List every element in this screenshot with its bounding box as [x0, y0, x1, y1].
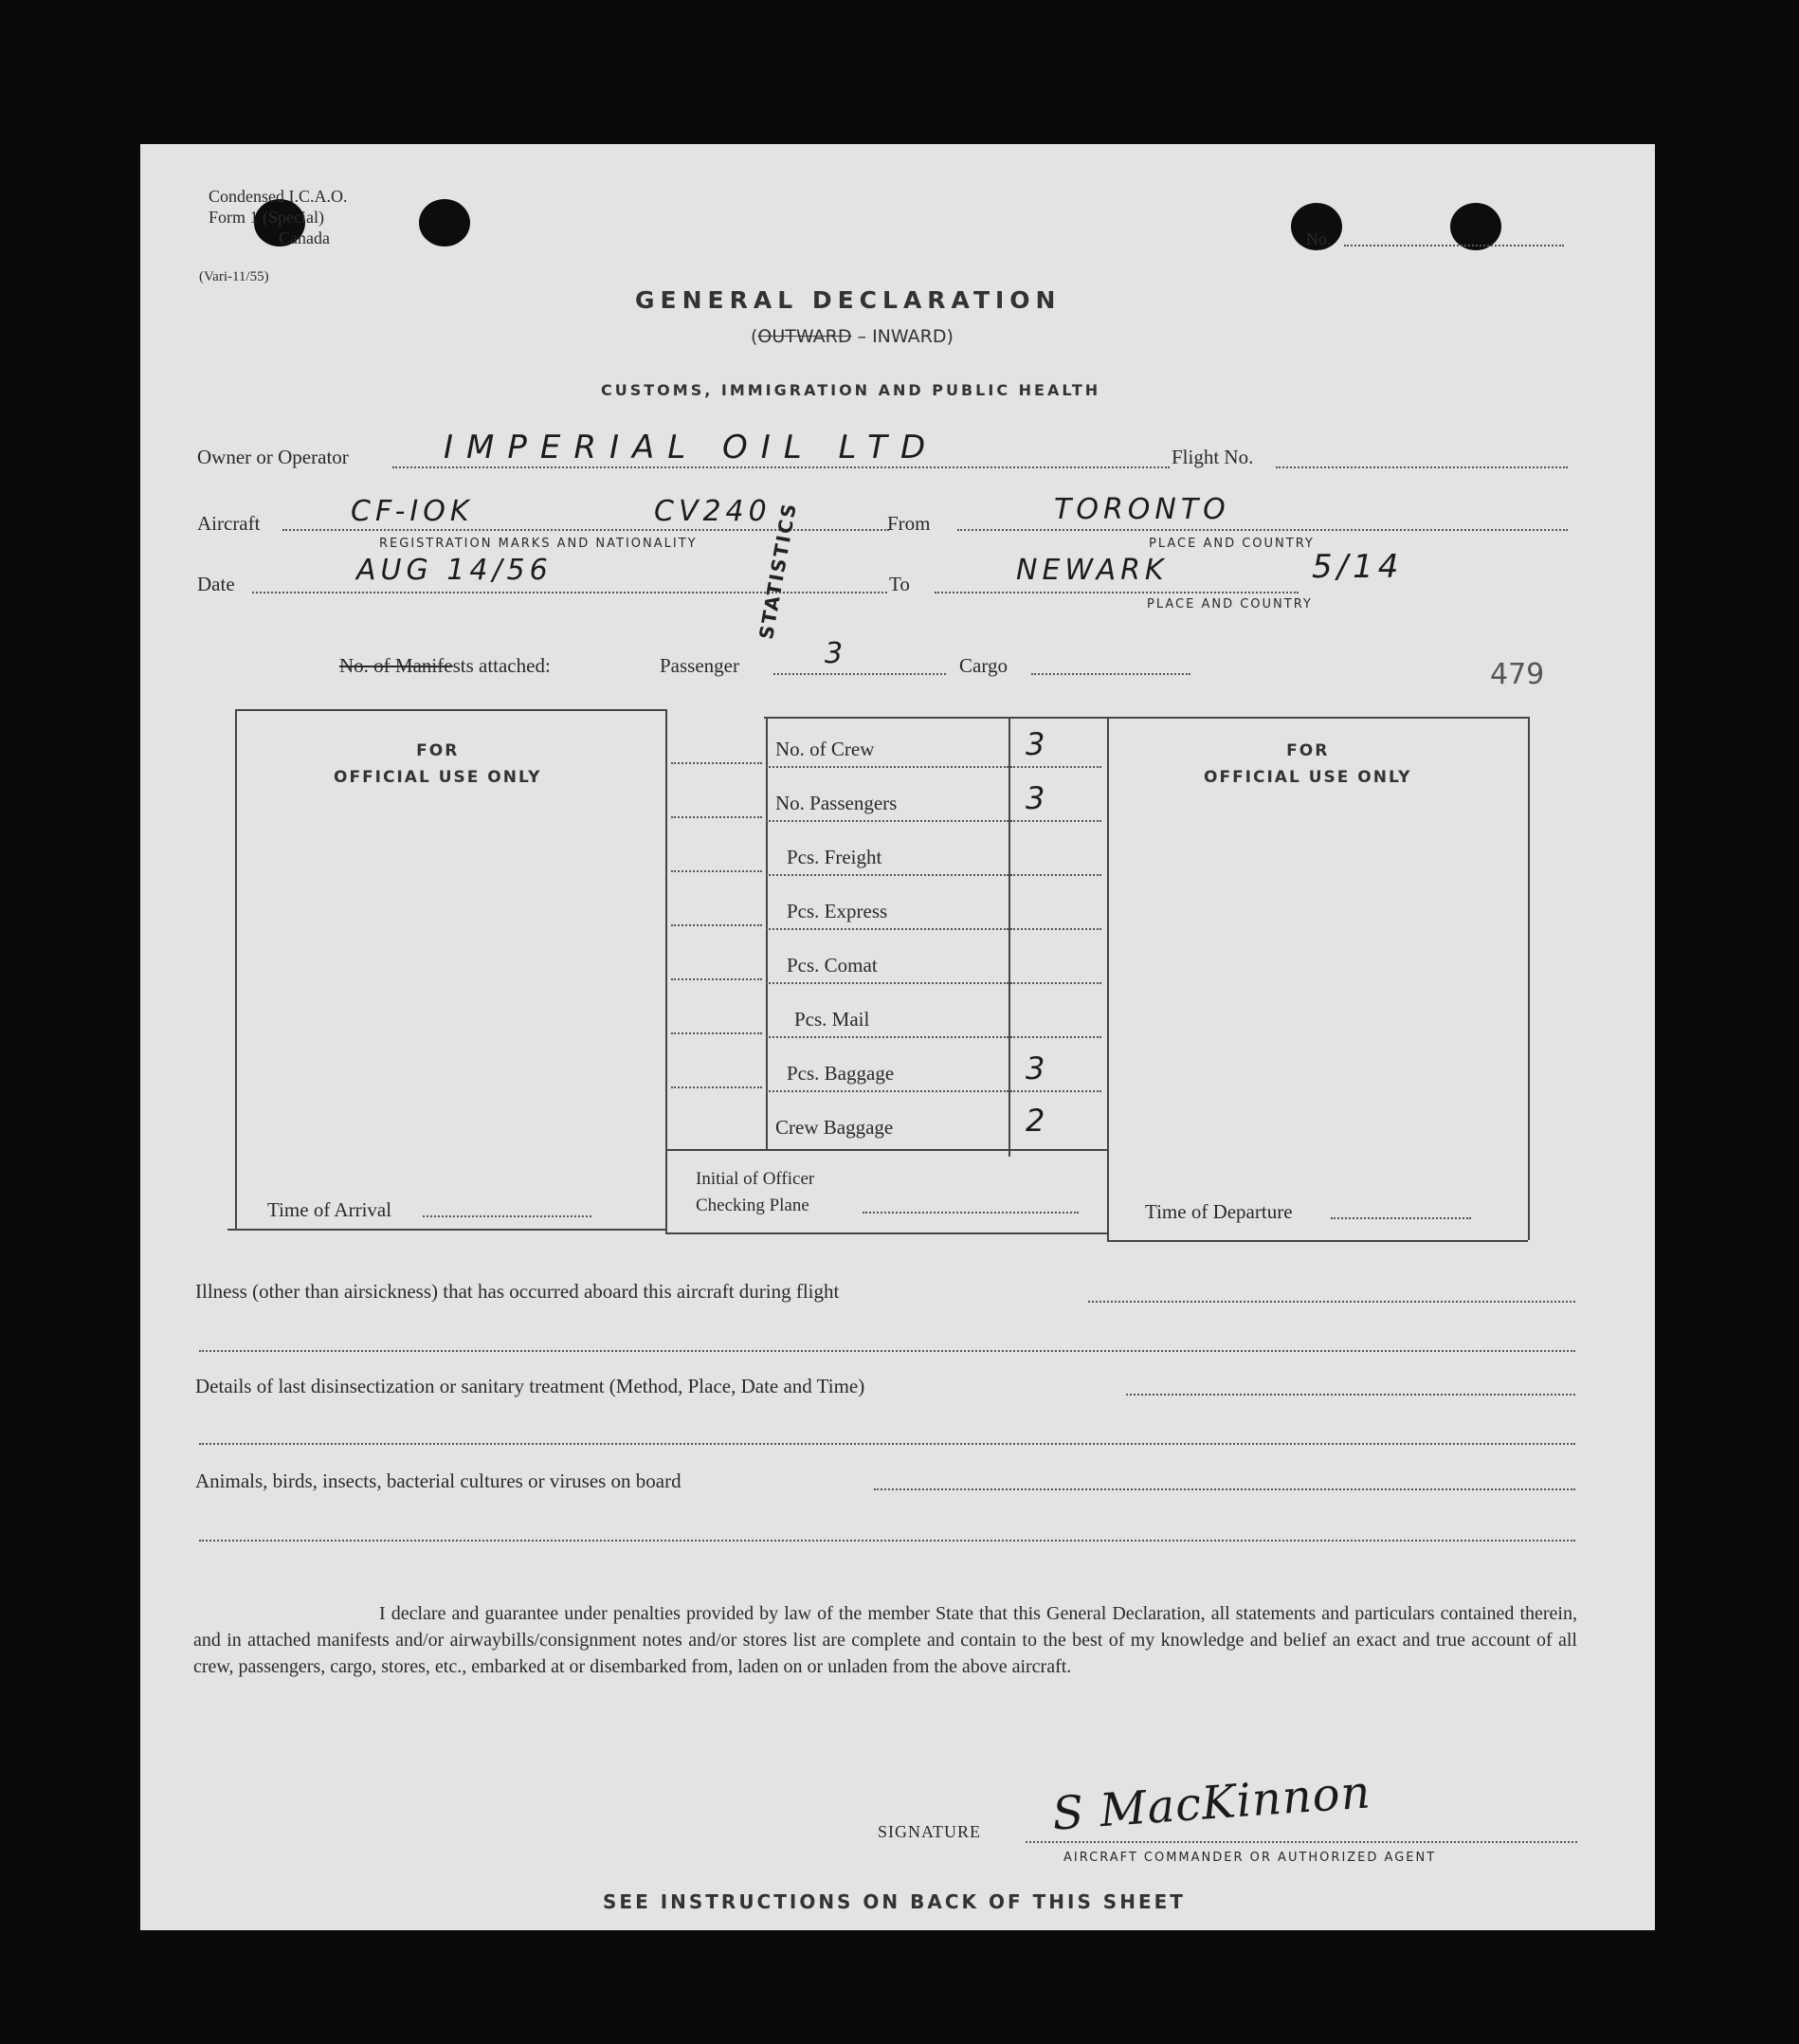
row-value[interactable]: 3 — [1026, 726, 1050, 762]
signature-label: SIGNATURE — [878, 1822, 982, 1841]
animals-label: Animals, birds, insects, bacterial cultures or viruses on board — [195, 1469, 681, 1492]
row-label: Pcs. Express — [787, 900, 888, 922]
date-value[interactable]: AUG 14/56 — [356, 554, 553, 587]
form-sheet — [140, 144, 1655, 1930]
disinsect-line-1[interactable] — [1126, 1394, 1575, 1396]
table-row — [665, 825, 1107, 879]
form-revision: (Vari-11/55) — [199, 269, 269, 284]
row-label: Pcs. Comat — [787, 954, 878, 976]
row-value[interactable]: 3 — [1026, 1050, 1050, 1086]
direction-sep: – — [851, 326, 873, 347]
initial-officer-label — [696, 1166, 814, 1219]
to-caption: PLACE AND COUNTRY — [1147, 597, 1313, 611]
statistics-rows — [665, 717, 1107, 1149]
flight-label: Flight No. — [1172, 446, 1254, 468]
row-label: Pcs. Mail — [794, 1008, 870, 1031]
official-use-right: FOR OFFICIAL USE ONLY — [1204, 741, 1412, 787]
from-line — [957, 529, 1568, 531]
form-direction — [751, 326, 954, 347]
aircraft-caption: REGISTRATION MARKS AND NATIONALITY — [379, 537, 698, 551]
date-label: Date — [197, 573, 235, 595]
owner-line — [392, 466, 1170, 468]
statistics-stamp: STATISTICS — [754, 500, 802, 642]
illness-label: Illness (other than airsickness) that has occurred aboard this aircraft during flight — [195, 1280, 840, 1303]
animals-line-2[interactable] — [199, 1540, 1575, 1542]
arrival-label: Time of Arrival — [267, 1198, 392, 1221]
form-id-line2: Form 1 (Special) — [209, 208, 324, 227]
to-label: To — [889, 573, 910, 595]
departure-label: Time of Departure — [1145, 1200, 1293, 1223]
direction-inward: INWARD) — [872, 326, 954, 347]
to-line — [935, 592, 1299, 593]
disinsect-line-2[interactable] — [199, 1443, 1575, 1445]
from-label: From — [887, 512, 931, 535]
margin-note: 5/14 — [1312, 548, 1404, 586]
form-id-line1: Condensed I.C.A.O. — [209, 187, 348, 206]
form-identifier — [209, 186, 348, 248]
form-title: GENERAL DECLARATION — [635, 286, 1062, 314]
initial-label-line2: Checking Plane — [696, 1195, 809, 1215]
illness-line-2[interactable] — [199, 1350, 1575, 1352]
row-label: Crew Baggage — [775, 1116, 894, 1139]
table-row — [665, 987, 1107, 1041]
table-row — [665, 771, 1107, 825]
form-subtitle: CUSTOMS, IMMIGRATION AND PUBLIC HEALTH — [601, 381, 1101, 399]
row-label: No. Passengers — [775, 792, 898, 814]
punch-hole — [1450, 203, 1501, 250]
direction-open: ( — [751, 326, 758, 347]
statistics-table — [227, 709, 1528, 1240]
manifests-label — [339, 654, 551, 678]
departure-line[interactable] — [1331, 1217, 1471, 1219]
row-value[interactable]: 2 — [1026, 1103, 1050, 1139]
row-label: No. of Crew — [775, 738, 875, 760]
row-value[interactable]: 3 — [1026, 780, 1050, 816]
to-value[interactable]: NEWARK — [1016, 554, 1169, 587]
table-row — [665, 1095, 1107, 1149]
document-number-line — [1344, 245, 1564, 246]
aircraft-line — [282, 529, 889, 531]
initial-label-line1: Initial of Officer — [696, 1169, 815, 1189]
row-label: Pcs. Baggage — [787, 1062, 895, 1085]
passenger-line — [773, 673, 946, 675]
passenger-value[interactable]: 3 — [825, 637, 848, 670]
punch-hole — [419, 199, 470, 246]
owner-label: Owner or Operator — [197, 446, 349, 468]
passenger-label: Passenger — [660, 654, 739, 677]
from-caption: PLACE AND COUNTRY — [1149, 537, 1315, 551]
date-line — [252, 592, 887, 593]
direction-outward-struck: OUTWARD — [757, 326, 852, 347]
official-use-left: FOR OFFICIAL USE ONLY — [334, 741, 542, 787]
owner-value[interactable]: IMPERIAL OIL LTD — [444, 429, 939, 466]
arrival-line[interactable] — [423, 1215, 591, 1217]
row-label: Pcs. Freight — [787, 846, 882, 868]
signature-value[interactable]: S MacKinnon — [1050, 1765, 1373, 1841]
table-row — [665, 1041, 1107, 1095]
table-row — [665, 933, 1107, 987]
manifests-struck: No. of Manife — [339, 654, 453, 677]
disinsect-label: Details of last disinsectization or sanitary treatment (Method, Place, Date and Time) — [195, 1375, 865, 1397]
document-number-label: No. — [1306, 229, 1332, 248]
animals-line-1[interactable] — [874, 1488, 1575, 1490]
table-row — [665, 879, 1107, 933]
declaration-text: I declare and guarantee under penalties provided by law of the member State that this General Declaration, all statements and particulars contained therein, and in attached manifests and/or airwaybills/consignment notes and/or stores list are complete and contain to the best of my knowledge and belief an exact and true account of all crew, passengers, cargo, stores, etc., embarked at or disembarked from, laden on or unladen from the above aircraft. — [193, 1603, 1577, 1677]
cargo-line[interactable] — [1031, 673, 1190, 675]
form-id-line3: Canada — [279, 228, 330, 247]
aircraft-registration[interactable]: CF-IOK — [351, 495, 474, 528]
cargo-label: Cargo — [959, 654, 1008, 677]
table-row — [665, 717, 1107, 771]
manifests-attached: sts attached: — [452, 654, 551, 677]
footer-instructions: SEE INSTRUCTIONS ON BACK OF THIS SHEET — [603, 1890, 1186, 1913]
illness-line-1[interactable] — [1088, 1301, 1575, 1303]
aircraft-type[interactable]: CV240 — [654, 495, 772, 528]
aircraft-label: Aircraft — [197, 512, 261, 535]
signature-caption: AIRCRAFT COMMANDER OR AUTHORIZED AGENT — [1063, 1851, 1437, 1865]
flight-line[interactable] — [1276, 466, 1568, 468]
serial-number: 479 — [1490, 658, 1545, 691]
signature-line — [1026, 1841, 1577, 1843]
initial-officer-line[interactable] — [863, 1212, 1079, 1214]
from-value[interactable]: TORONTO — [1054, 493, 1230, 526]
